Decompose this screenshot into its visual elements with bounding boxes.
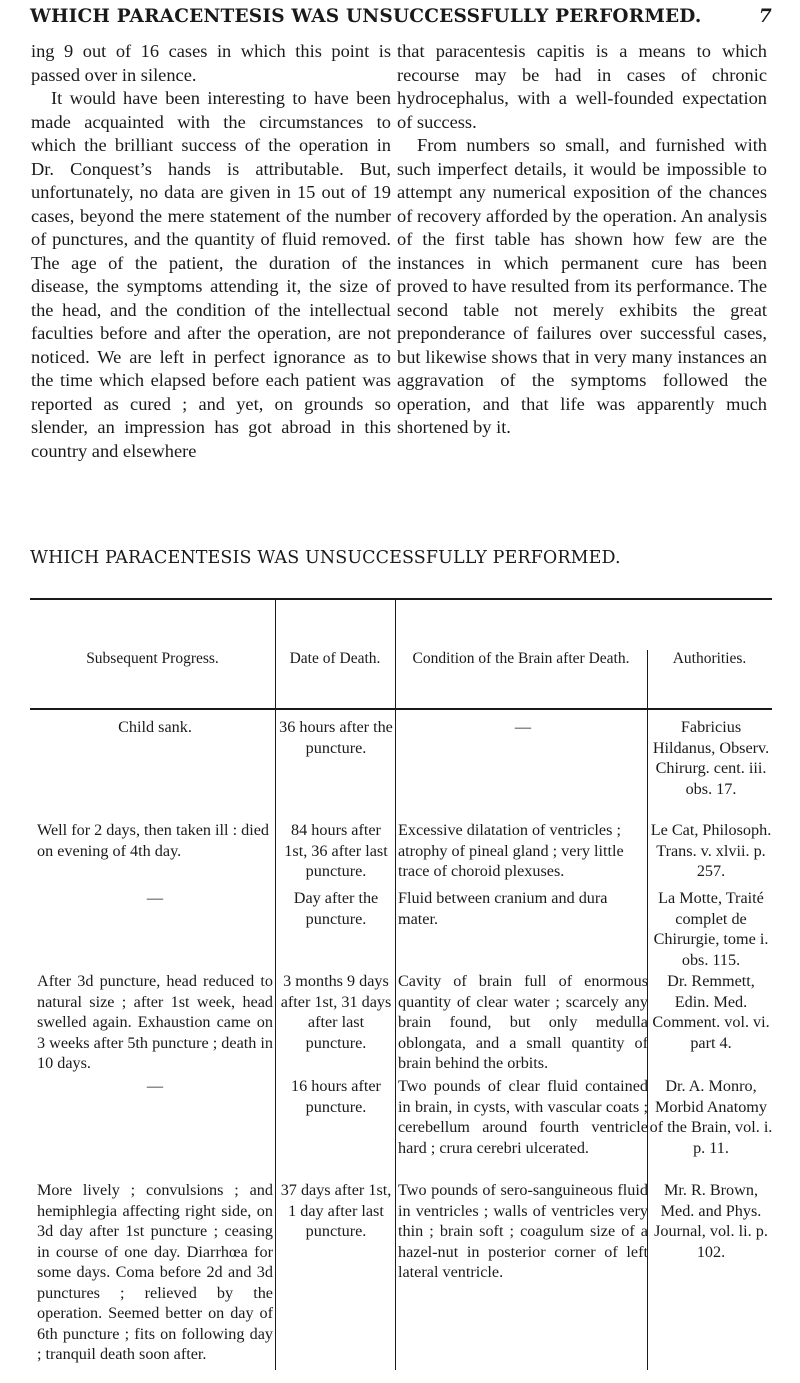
header-date-of-death: Date of Death. bbox=[289, 650, 381, 667]
table-cell-brain: — bbox=[514, 718, 532, 736]
paragraph: that paracentesis capitis is a means to which recourse may be had in cases of chronic hydrocephalus, with a well-founded expectation of success. bbox=[397, 41, 767, 132]
table-cell-progress: — bbox=[146, 1077, 164, 1095]
table-cell-death: 37 days after 1st, 1 day after last puncture. bbox=[280, 1181, 392, 1240]
table-cell-authority: Le Cat, Philosoph. Trans. v. xlvii. p. 257. bbox=[650, 821, 772, 880]
paragraph: It would have been interesting to have been made acquainted with the circumstances to which the brilliant success of the operation in Dr. Conquest’s hands is attributable. But, unfortunately, no data are given in 15 out of 19 cases, beyond the mere statement of the number of punctures, and the quantity of fluid removed. The age of the patient, the duration of the disease, the symptoms attending it, the size of the head, and the condition of the intellectual faculties before and after the operation, are not noticed. We are left in perfect ignorance as to the time which elapsed before each patient was reported as cured ; and yet, on grounds so slender, an impression has got abroad in this country and elsewhere bbox=[31, 88, 391, 461]
running-head-title: WHICH PARACENTESIS WAS UNSUCCESSFULLY PERFORMED. bbox=[30, 6, 702, 27]
table-cell-authority: Fabricius Hildanus, Observ. Chirurg. cent. iii. obs. 17. bbox=[652, 718, 770, 798]
table-cell-authority: Mr. R. Brown, Med. and Phys. Journal, vol. li. p. 102. bbox=[654, 1181, 768, 1261]
table-cell-progress: More lively ; convulsions ; and hemiphlegia affecting right side, on 3d day after 1st puncture ; ceasing in course of one day. Diarrhœa for some days. Coma before 2d and 3d punctures ; relieved by the operation. Seemed better on day of 6th puncture ; fits on following day ; tranquil death soon after. bbox=[37, 1181, 273, 1363]
table-cell-authority: Dr. Remmett, Edin. Med. Comment. vol. vi. part 4. bbox=[652, 972, 770, 1052]
table-cell-progress: Well for 2 days, then taken ill : died on evening of 4th day. bbox=[37, 821, 270, 860]
table-cell-authority: Dr. A. Monro, Morbid Anatomy of the Brain, vol. i. p. 11. bbox=[649, 1077, 773, 1157]
paragraph: ing 9 out of 16 cases in which this point is passed over in silence. bbox=[31, 41, 391, 85]
header-brain-condition: Condition of the Brain after Death. bbox=[412, 650, 630, 667]
table-header-rule bbox=[30, 708, 772, 710]
column-divider bbox=[395, 598, 396, 1370]
table-cell-progress: After 3d puncture, head reduced to natural size ; after 1st week, head swelled again. Exhaustion came on 3 weeks after 5th puncture ; death in 10 days. bbox=[37, 972, 273, 1072]
table-cell-authority: La Motte, Traité complet de Chirurgie, tome i. obs. 115. bbox=[653, 889, 769, 969]
table-cell-progress: Child sank. bbox=[118, 718, 192, 736]
header-subsequent-progress: Subsequent Progress. bbox=[86, 650, 219, 667]
table-cell-death: 36 hours after the puncture. bbox=[279, 718, 393, 757]
paragraph: From numbers so small, and furnished with such imperfect details, it would be impossible to attempt any numerical exposition of the chances of recovery afforded by the operation. An analysis of the first table has shown how few are the instances in which permanent cure has been proved to have resulted from its performance. The second table not merely exhibits the great preponderance of failures over successful cases, but likewise shows that in very many instances an aggravation of the symptoms followed the operation, and that life was apparently much shortened by it. bbox=[397, 135, 767, 437]
body-right-column bbox=[397, 40, 767, 440]
table-cell-brain: Two pounds of clear fluid contained in brain, in cysts, with vascular coats ; cerebellum around fourth ventricle hard ; crura cerebri ulcerated. bbox=[398, 1077, 648, 1157]
table-cell-brain: Excessive dilatation of ventricles ; atrophy of pineal gland ; very little trace of choroid plexuses. bbox=[398, 821, 624, 880]
running-head bbox=[30, 6, 772, 27]
column-divider bbox=[275, 598, 276, 1370]
table-cell-brain: Two pounds of sero-sanguineous fluid in ventricles ; walls of ventricles very thin ; brain soft ; coagulum size of a hazel-nut in posterior corner of left lateral ventricle. bbox=[398, 1181, 648, 1281]
table-cell-brain: Cavity of brain full of enormous quantity of clear water ; scarcely any brain found, but only medulla oblongata, and a small quantity of brain behind the orbits. bbox=[398, 972, 648, 1072]
table-cell-death: 3 months 9 days after 1st, 31 days after last puncture. bbox=[280, 972, 392, 1052]
page-number: 7 bbox=[758, 6, 772, 27]
table-cell-death: Day after the puncture. bbox=[293, 889, 379, 928]
table-cell-brain: Fluid between cranium and dura mater. bbox=[398, 889, 608, 928]
table-top-rule bbox=[30, 598, 772, 600]
table-cell-death: 84 hours after 1st, 36 after last puncture. bbox=[284, 821, 388, 880]
table-cell-progress: — bbox=[146, 889, 164, 907]
table-title: WHICH PARACENTESIS WAS UNSUCCESSFULLY PERFORMED. bbox=[30, 548, 621, 568]
header-authorities: Authorities. bbox=[672, 650, 747, 667]
table-cell-death: 16 hours after puncture. bbox=[291, 1077, 381, 1116]
body-left-column bbox=[31, 40, 391, 463]
